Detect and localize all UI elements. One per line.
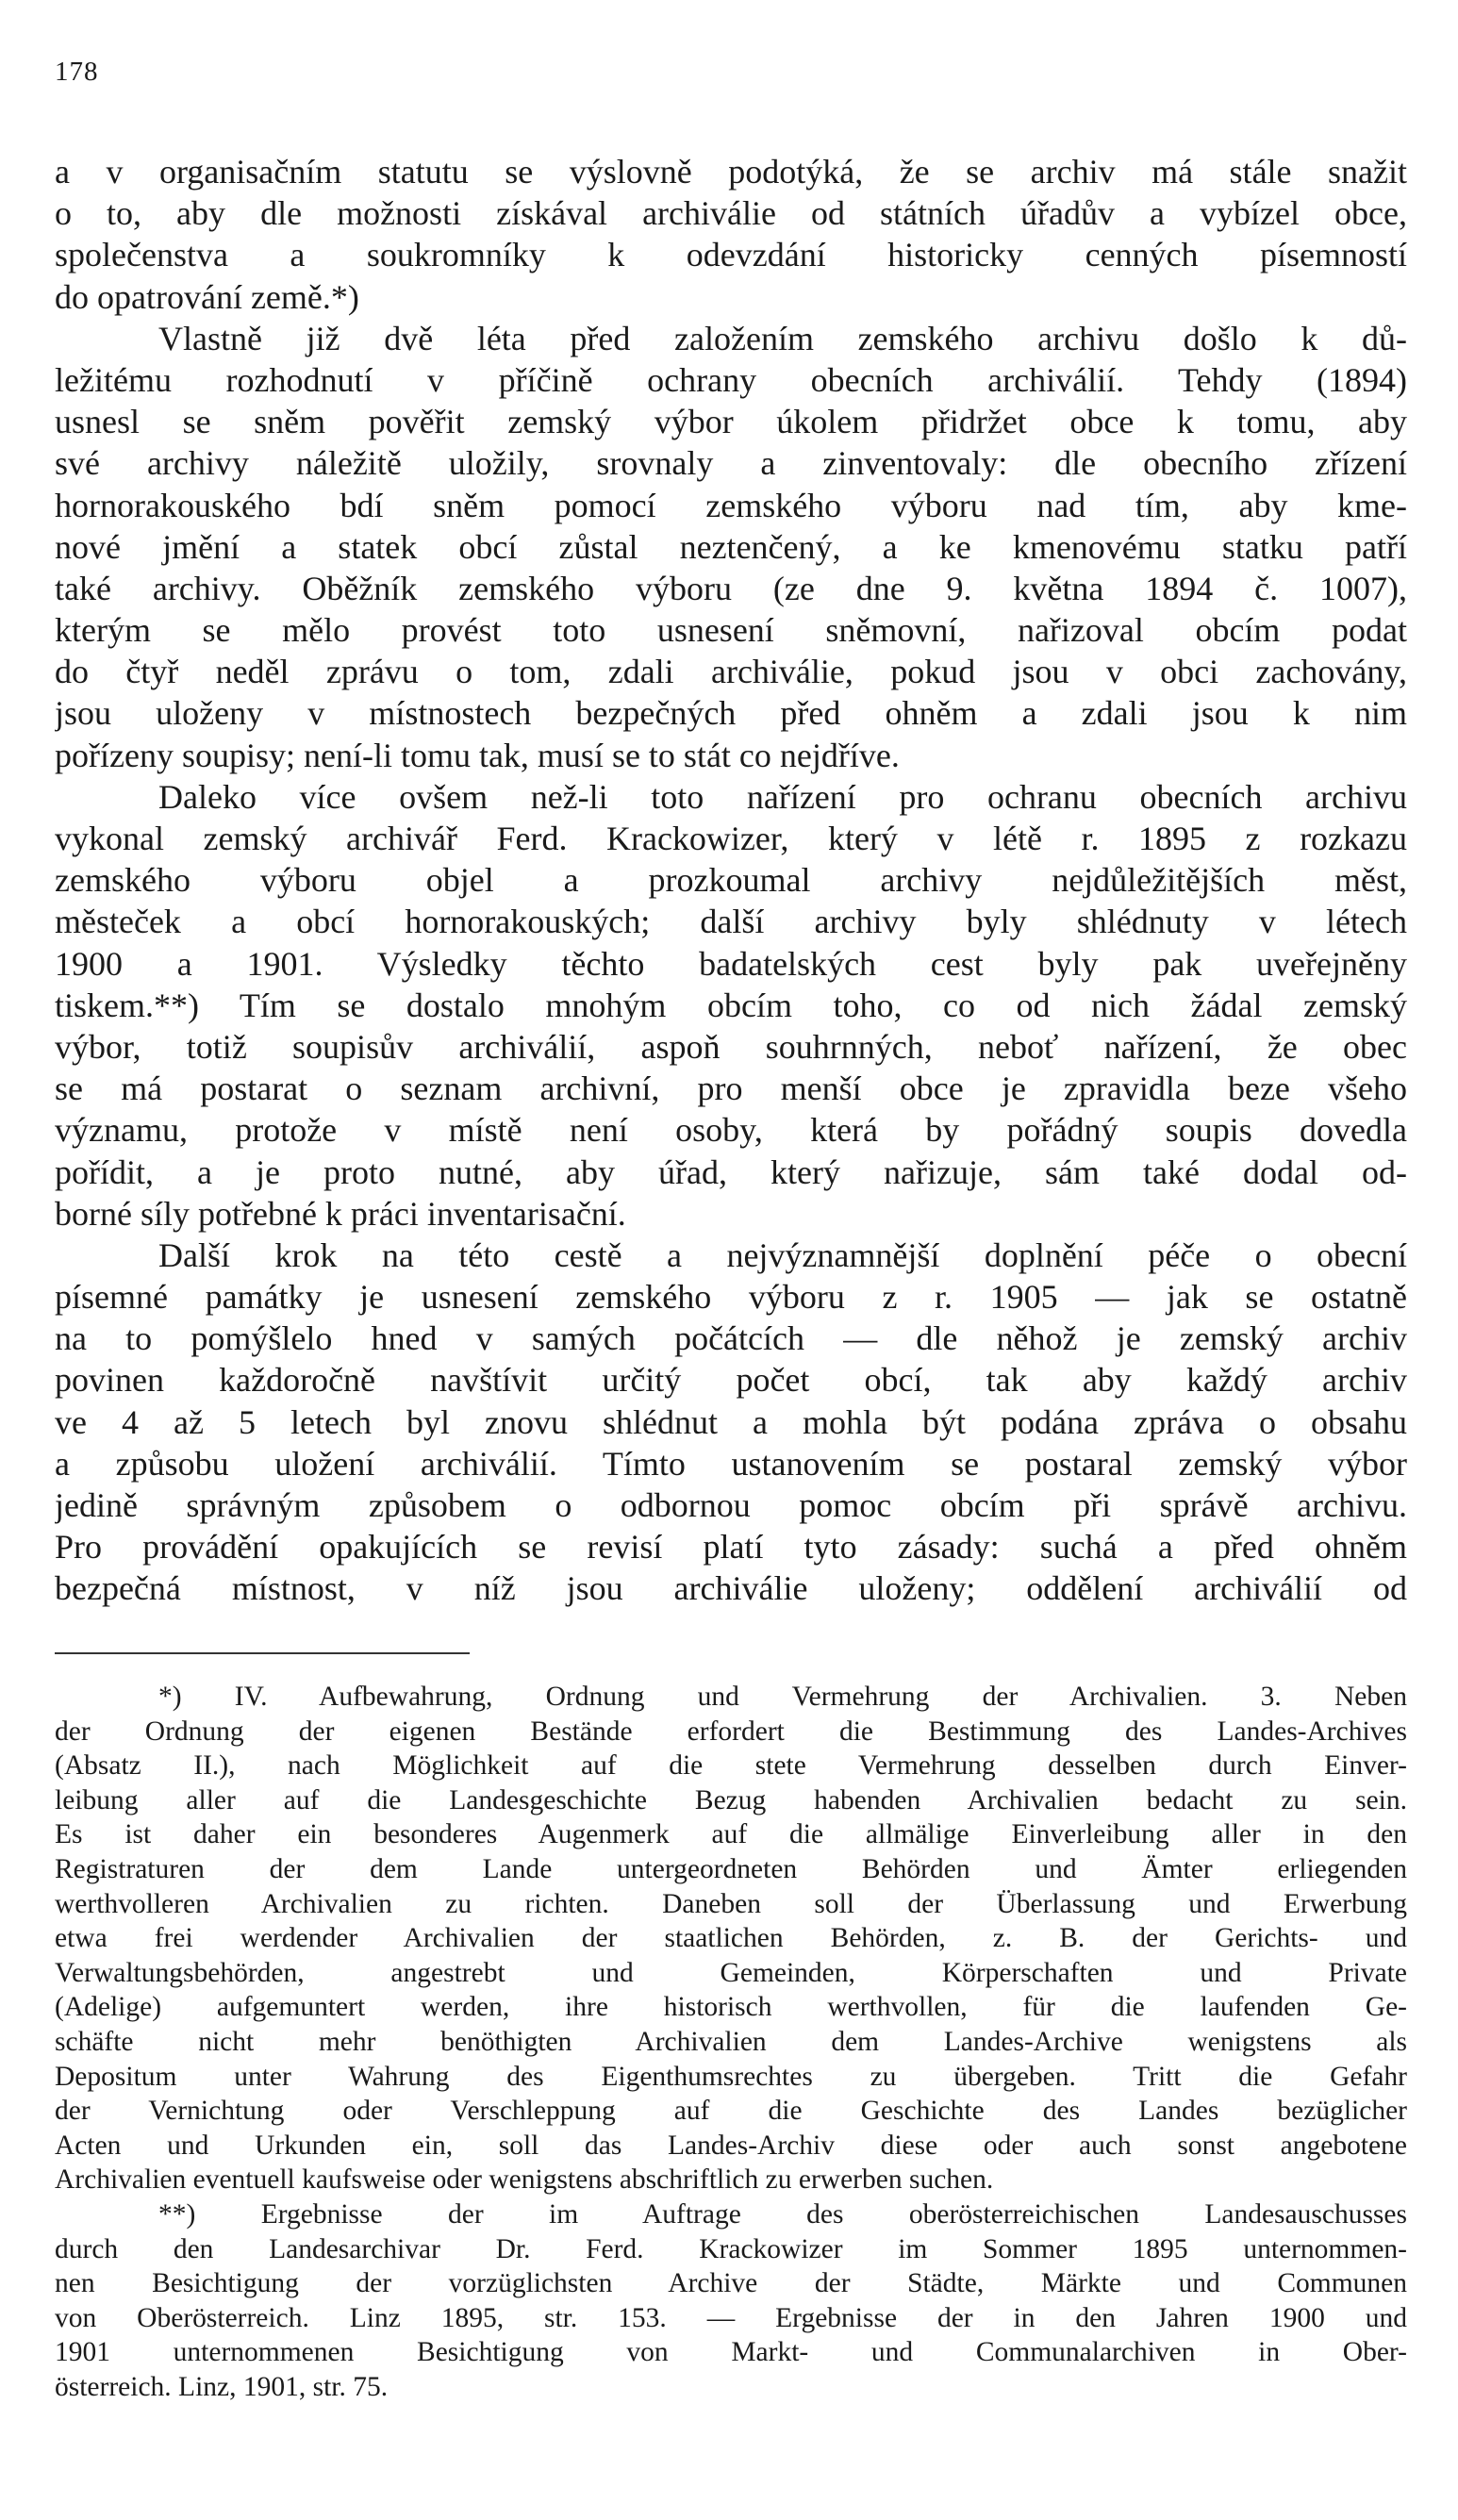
text-line: zemského výboru objel a prozkoumal archivy nejdůležitějších měst, xyxy=(55,861,1407,900)
footnote-line: (Adelige) aufgemuntert werden, ihre historisch werthvollen, für die laufenden Ge- xyxy=(55,1992,1407,2023)
text-line: výbor, totiž soupisův archiválií, aspoň souhrnných, neboť nařízení, že obec xyxy=(55,1027,1407,1066)
footnote-line: durch den Landesarchivar Dr. Ferd. Krackowizer im Sommer 1895 unternommen- xyxy=(55,2233,1407,2264)
page-number: 178 xyxy=(55,57,99,87)
footnote-line: nen Besichtigung der vorzüglichsten Archive der Städte, Märkte und Communen xyxy=(55,2268,1407,2299)
text-line: kterým se mělo provést toto usnesení sněmovní, nařizoval obcím podat xyxy=(55,611,1407,650)
footnote-line: Registraturen der dem Lande untergeordneten Behörden und Ämter erliegenden xyxy=(55,1853,1407,1884)
text-line: povinen každoročně navštívit určitý počet obcí, tak aby každý archiv xyxy=(55,1361,1407,1400)
text-line: městeček a obcí hornorakouských; další archivy byly shlédnuty v létech xyxy=(55,903,1407,941)
text-line: a způsobu uložení archiválií. Tímto ustanovením se postaral zemský výbor xyxy=(55,1444,1407,1483)
footnote-line: Depositum unter Wahrung des Eigenthumsrechtes zu übergeben. Tritt die Gefahr xyxy=(55,2061,1407,2092)
text-line: pořízeny soupisy; není-li tomu tak, musí se to stát co nejdříve. xyxy=(55,736,900,774)
footnote-line: schäfte nicht mehr benöthigten Archivalien dem Landes-Archive wenigstens als xyxy=(55,2026,1407,2057)
text-line: o to, aby dle možnosti získával archiválie od státních úřadův a vybízel obce, xyxy=(55,194,1407,233)
text-line: významu, protože v místě není osoby, která by pořádný soupis dovedla xyxy=(55,1111,1407,1150)
footnotes xyxy=(55,1680,1407,2404)
text-line: Vlastně již dvě léta před založením zemského archivu došlo k dů- xyxy=(158,319,1407,357)
text-line: své archivy náležitě uložily, srovnaly a zinventovaly: dle obecního zřízení xyxy=(55,444,1407,483)
footnote-line: Acten und Urkunden ein, soll das Landes-Archiv diese oder auch sonst angebotene xyxy=(55,2130,1407,2161)
footnote-line: **) Ergebnisse der im Auftrage des oberösterreichischen Landesauschusses xyxy=(158,2198,1407,2230)
footnote-line: von Oberösterreich. Linz 1895, str. 153. — Ergebnisse der in den Jahren 1900 und xyxy=(55,2302,1407,2333)
footnote-line: Verwaltungsbehörden, angestrebt und Gemeinden, Körperschaften und Private xyxy=(55,1957,1407,1988)
text-line: vykonal zemský archivář Ferd. Krackowizer, který v létě r. 1895 z rozkazu xyxy=(55,820,1407,857)
footnote-line: Es ist daher ein besonderes Augenmerk auf die allmälige Einverleibung aller in den xyxy=(55,1819,1407,1850)
text-line: společenstva a soukromníky k odevzdání historicky cenných písemností xyxy=(55,236,1407,274)
text-line: usnesl se sněm pověřit zemský výbor úkolem přidržet obce k tomu, aby xyxy=(55,403,1407,441)
text-line: ležitému rozhodnutí v příčině ochrany obecních archiválií. Tehdy (1894) xyxy=(55,360,1407,399)
text-line: 1900 a 1901. Výsledky těchto badatelských cest byly pak uveřejněny xyxy=(55,944,1407,983)
text-line: písemné památky je usnesení zemského výboru z r. 1905 — jak se ostatně xyxy=(55,1278,1407,1317)
footnote-line: leibung aller auf die Landesgeschichte Bezug habenden Archivalien bedacht zu sein. xyxy=(55,1784,1407,1815)
text-line: borné síly potřebné k práci inventarisační. xyxy=(55,1194,626,1233)
text-line: jsou uloženy v místnostech bezpečných před ohněm a zdali jsou k nim xyxy=(55,694,1407,733)
text-line: do opatrování země.*) xyxy=(55,277,359,316)
text-line: ve 4 až 5 letech byl znovu shlédnut a mohla být podána zpráva o obsahu xyxy=(55,1402,1407,1441)
main-text xyxy=(55,151,1407,1610)
text-line: se má postarat o seznam archivní, pro menší obce je zpravidla beze všeho xyxy=(55,1069,1407,1108)
text-line: na to pomýšlelo hned v samých počátcích — dle něhož je zemský archiv xyxy=(55,1319,1407,1358)
footnote-line: Archivalien eventuell kaufsweise oder wenigstens abschriftlich zu erwerben suchen. xyxy=(55,2164,994,2196)
text-line: Daleko více ovšem než-li toto nařízení pro ochranu obecních archivu xyxy=(158,777,1407,816)
footnote-line: *) IV. Aufbewahrung, Ordnung und Vermehrung der Archivalien. 3. Neben xyxy=(158,1682,1407,1712)
text-line: jedině správným způsobem o odbornou pomoc obcím při správě archivu. xyxy=(55,1486,1407,1524)
footnote-line: (Absatz II.), nach Möglichkeit auf die stete Vermehrung desselben durch Einver- xyxy=(55,1750,1407,1782)
footnote-line: österreich. Linz, 1901, str. 75. xyxy=(55,2371,389,2402)
text-line: bezpečná místnost, v níž jsou archiválie uloženy; oddělení archiválií od xyxy=(55,1569,1407,1608)
footnote-line: der Vernichtung oder Verschleppung auf die Geschichte des Landes bezüglicher xyxy=(55,2096,1407,2127)
footnote-separator xyxy=(55,1652,470,1654)
footnote-line: 1901 unternommenen Besichtigung von Markt- und Communalarchiven in Ober- xyxy=(55,2337,1407,2368)
text-line: Pro provádění opakujících se revisí platí tyto zásady: suchá a před ohněm xyxy=(55,1528,1407,1567)
footnote-line: der Ordnung der eigenen Bestände erfordert die Bestimmung des Landes-Archives xyxy=(55,1716,1407,1747)
text-line: a v organisačním statutu se výslovně podotýká, že se archiv má stále snažit xyxy=(55,153,1407,191)
text-line: do čtyř neděl zprávu o tom, zdali archiválie, pokud jsou v obci zachovány, xyxy=(55,653,1407,691)
footnote-line: etwa frei werdender Archivalien der staatlichen Behörden, z. B. der Gerichts- und xyxy=(55,1923,1407,1954)
footnote-line: werthvolleren Archivalien zu richten. Daneben soll der Überlassung und Erwerbung xyxy=(55,1888,1407,1919)
text-line: hornorakouského bdí sněm pomocí zemského výboru nad tím, aby kme- xyxy=(55,486,1407,524)
text-line: tiskem.**) Tím se dostalo mnohým obcím toho, co od nich žádal zemský xyxy=(55,986,1407,1024)
text-line: také archivy. Oběžník zemského výboru (ze dne 9. května 1894 č. 1007), xyxy=(55,569,1407,607)
text-line: pořídit, a je proto nutné, aby úřad, který nařizuje, sám také dodal od- xyxy=(55,1152,1407,1191)
text-line: Další krok na této cestě a nejvýznamnější doplnění péče o obecní xyxy=(158,1235,1407,1274)
text-line: nové jmění a statek obcí zůstal neztenčený, a ke kmenovému statku patří xyxy=(55,527,1407,566)
